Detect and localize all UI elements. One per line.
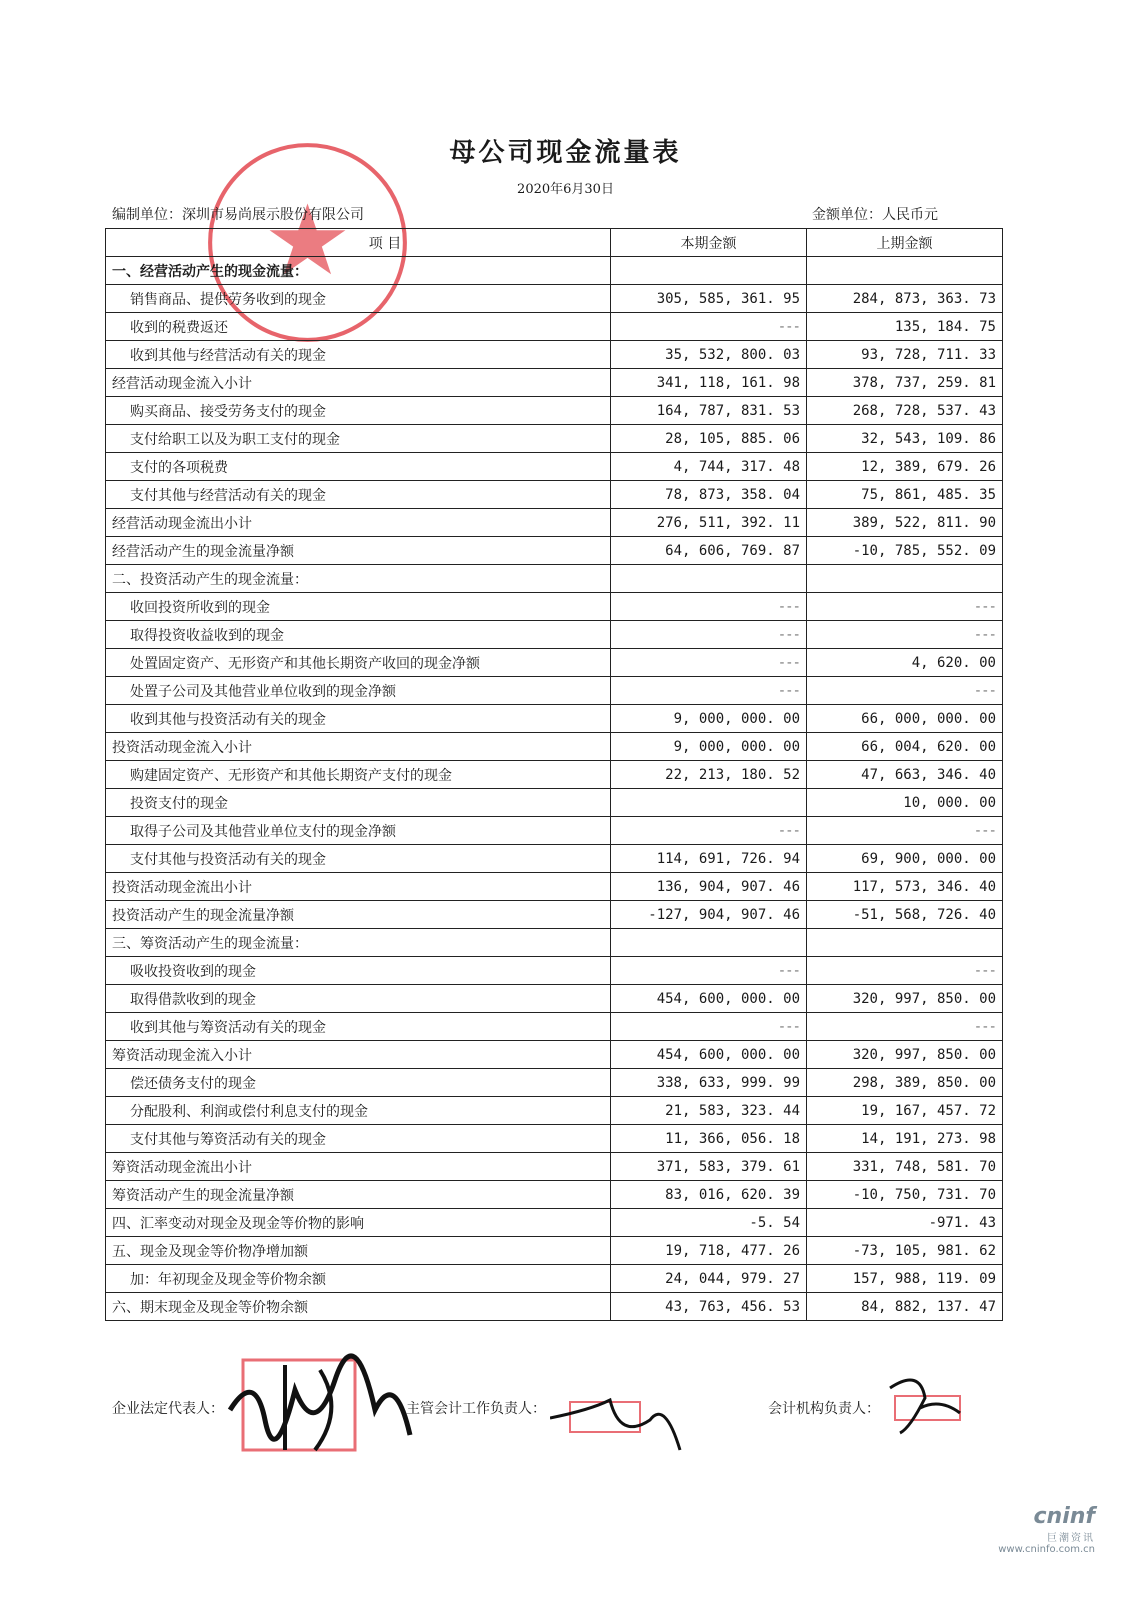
preparer: 编制单位：深圳市易尚展示股份有限公司 xyxy=(112,207,364,223)
row-label: 收到其他与经营活动有关的现金 xyxy=(106,341,611,369)
current-amount: 19, 718, 477. 26 xyxy=(611,1237,807,1265)
prior-amount: --- xyxy=(807,593,1003,621)
row-label: 购建固定资产、无形资产和其他长期资产支付的现金 xyxy=(106,761,611,789)
prior-amount: 32, 543, 109. 86 xyxy=(807,425,1003,453)
row-label: 筹资活动现金流入小计 xyxy=(106,1041,611,1069)
prior-amount: 331, 748, 581. 70 xyxy=(807,1153,1003,1181)
table-row xyxy=(106,985,1003,1013)
current-amount: --- xyxy=(611,313,807,341)
prior-amount: 93, 728, 711. 33 xyxy=(807,341,1003,369)
row-label: 加：年初现金及现金等价物余额 xyxy=(106,1265,611,1293)
table-row xyxy=(106,957,1003,985)
prior-amount: 157, 988, 119. 09 xyxy=(807,1265,1003,1293)
table-row xyxy=(106,1097,1003,1125)
row-label: 经营活动现金流入小计 xyxy=(106,369,611,397)
table-header-row xyxy=(106,229,1003,257)
row-label: 二、投资活动产生的现金流量： xyxy=(106,565,611,593)
current-amount: --- xyxy=(611,817,807,845)
prior-amount: 135, 184. 75 xyxy=(807,313,1003,341)
table-row xyxy=(106,1181,1003,1209)
current-amount: 164, 787, 831. 53 xyxy=(611,397,807,425)
prior-amount: 47, 663, 346. 40 xyxy=(807,761,1003,789)
table-row xyxy=(106,1209,1003,1237)
row-label: 吸收投资收到的现金 xyxy=(106,957,611,985)
row-label: 支付其他与经营活动有关的现金 xyxy=(106,481,611,509)
table-row xyxy=(106,481,1003,509)
row-label: 投资活动产生的现金流量净额 xyxy=(106,901,611,929)
current-amount: 338, 633, 999. 99 xyxy=(611,1069,807,1097)
row-label: 偿还债务支付的现金 xyxy=(106,1069,611,1097)
prior-amount: -10, 785, 552. 09 xyxy=(807,537,1003,565)
accounting-supervisor-label: 主管会计工作负责人： xyxy=(406,1401,546,1417)
prior-amount: 389, 522, 811. 90 xyxy=(807,509,1003,537)
table-row xyxy=(106,593,1003,621)
footer-url: www.cninfo.com.cn xyxy=(998,1544,1095,1555)
current-amount xyxy=(611,565,807,593)
row-label: 筹资活动现金流出小计 xyxy=(106,1153,611,1181)
prior-amount: 117, 573, 346. 40 xyxy=(807,873,1003,901)
footer-brand-cn: 巨潮资讯 xyxy=(1047,1533,1095,1544)
header-current: 本期金额 xyxy=(611,229,807,257)
current-amount xyxy=(611,257,807,285)
row-label: 五、现金及现金等价物净增加额 xyxy=(106,1237,611,1265)
row-label: 收回投资所收到的现金 xyxy=(106,593,611,621)
current-amount: 341, 118, 161. 98 xyxy=(611,369,807,397)
table-row xyxy=(106,1013,1003,1041)
current-amount: 64, 606, 769. 87 xyxy=(611,537,807,565)
row-label: 取得借款收到的现金 xyxy=(106,985,611,1013)
row-label: 投资活动现金流出小计 xyxy=(106,873,611,901)
table-row xyxy=(106,929,1003,957)
current-amount: 136, 904, 907. 46 xyxy=(611,873,807,901)
current-amount: 24, 044, 979. 27 xyxy=(611,1265,807,1293)
prior-amount: 84, 882, 137. 47 xyxy=(807,1293,1003,1321)
table-row xyxy=(106,537,1003,565)
row-label: 筹资活动产生的现金流量净额 xyxy=(106,1181,611,1209)
current-amount: 9, 000, 000. 00 xyxy=(611,705,807,733)
current-amount: 4, 744, 317. 48 xyxy=(611,453,807,481)
prior-amount: -51, 568, 726. 40 xyxy=(807,901,1003,929)
table-row xyxy=(106,873,1003,901)
accounting-head-signature xyxy=(880,1368,970,1438)
row-label: 取得投资收益收到的现金 xyxy=(106,621,611,649)
prior-amount: 284, 873, 363. 73 xyxy=(807,285,1003,313)
table-row xyxy=(106,677,1003,705)
row-label: 处置固定资产、无形资产和其他长期资产收回的现金净额 xyxy=(106,649,611,677)
row-label: 分配股利、利润或偿付利息支付的现金 xyxy=(106,1097,611,1125)
table-row xyxy=(106,901,1003,929)
row-label: 四、汇率变动对现金及现金等价物的影响 xyxy=(106,1209,611,1237)
current-amount: 371, 583, 379. 61 xyxy=(611,1153,807,1181)
table-row xyxy=(106,1069,1003,1097)
current-amount: 22, 213, 180. 52 xyxy=(611,761,807,789)
row-label: 经营活动现金流出小计 xyxy=(106,509,611,537)
current-amount: 35, 532, 800. 03 xyxy=(611,341,807,369)
current-amount: --- xyxy=(611,1013,807,1041)
table-row xyxy=(106,313,1003,341)
current-amount: --- xyxy=(611,621,807,649)
table-row xyxy=(106,565,1003,593)
table-row xyxy=(106,1293,1003,1321)
table-row xyxy=(106,453,1003,481)
current-amount: 305, 585, 361. 95 xyxy=(611,285,807,313)
table-row xyxy=(106,845,1003,873)
current-amount: 78, 873, 358. 04 xyxy=(611,481,807,509)
current-amount: -127, 904, 907. 46 xyxy=(611,901,807,929)
table-row xyxy=(106,341,1003,369)
prior-amount xyxy=(807,257,1003,285)
current-amount: 11, 366, 056. 18 xyxy=(611,1125,807,1153)
table-row xyxy=(106,789,1003,817)
prior-amount: 66, 004, 620. 00 xyxy=(807,733,1003,761)
prior-amount: -971. 43 xyxy=(807,1209,1003,1237)
row-label: 投资活动现金流入小计 xyxy=(106,733,611,761)
page-title: 母公司现金流量表 xyxy=(449,138,682,168)
table-row xyxy=(106,817,1003,845)
table-body xyxy=(106,257,1003,1321)
current-amount: --- xyxy=(611,593,807,621)
table-row xyxy=(106,1237,1003,1265)
table-row xyxy=(106,1041,1003,1069)
current-amount: 276, 511, 392. 11 xyxy=(611,509,807,537)
currency-unit: 金额单位：人民币元 xyxy=(812,207,938,223)
table-row xyxy=(106,369,1003,397)
row-label: 销售商品、提供劳务收到的现金 xyxy=(106,285,611,313)
footer-brand: cninf xyxy=(1033,1504,1095,1529)
row-label: 取得子公司及其他营业单位支付的现金净额 xyxy=(106,817,611,845)
prior-amount: 10, 000. 00 xyxy=(807,789,1003,817)
current-amount xyxy=(611,929,807,957)
prior-amount: 378, 737, 259. 81 xyxy=(807,369,1003,397)
current-amount: 454, 600, 000. 00 xyxy=(611,985,807,1013)
row-label: 一、经营活动产生的现金流量： xyxy=(106,257,611,285)
prior-amount: --- xyxy=(807,817,1003,845)
current-amount xyxy=(611,789,807,817)
prior-amount: 19, 167, 457. 72 xyxy=(807,1097,1003,1125)
row-label: 六、期末现金及现金等价物余额 xyxy=(106,1293,611,1321)
table-row xyxy=(106,397,1003,425)
table-row xyxy=(106,761,1003,789)
table-row xyxy=(106,285,1003,313)
row-label: 支付的各项税费 xyxy=(106,453,611,481)
report-date: 2020年6月30日 xyxy=(517,182,614,197)
current-amount: -5. 54 xyxy=(611,1209,807,1237)
row-label: 收到其他与筹资活动有关的现金 xyxy=(106,1013,611,1041)
row-label: 收到其他与投资活动有关的现金 xyxy=(106,705,611,733)
prior-amount: 69, 900, 000. 00 xyxy=(807,845,1003,873)
current-amount: --- xyxy=(611,957,807,985)
prior-amount xyxy=(807,929,1003,957)
current-amount: 21, 583, 323. 44 xyxy=(611,1097,807,1125)
current-amount: 454, 600, 000. 00 xyxy=(611,1041,807,1069)
row-label: 处置子公司及其他营业单位收到的现金净额 xyxy=(106,677,611,705)
cninfo-logo xyxy=(998,1504,1095,1555)
current-amount: 43, 763, 456. 53 xyxy=(611,1293,807,1321)
cash-flow-table xyxy=(105,228,1003,1321)
current-amount: --- xyxy=(611,677,807,705)
table-row xyxy=(106,621,1003,649)
current-amount: 28, 105, 885. 06 xyxy=(611,425,807,453)
table-row xyxy=(106,509,1003,537)
supervisor-signature xyxy=(550,1380,690,1460)
table-row xyxy=(106,1125,1003,1153)
accounting-head-label: 会计机构负责人： xyxy=(768,1401,880,1417)
prior-amount: --- xyxy=(807,621,1003,649)
row-label: 购买商品、接受劳务支付的现金 xyxy=(106,397,611,425)
legal-rep-label: 企业法定代表人： xyxy=(112,1401,224,1417)
current-amount: 83, 016, 620. 39 xyxy=(611,1181,807,1209)
table-row xyxy=(106,705,1003,733)
prior-amount: 14, 191, 273. 98 xyxy=(807,1125,1003,1153)
row-label: 支付其他与投资活动有关的现金 xyxy=(106,845,611,873)
current-amount: 9, 000, 000. 00 xyxy=(611,733,807,761)
table-row xyxy=(106,733,1003,761)
prior-amount: 320, 997, 850. 00 xyxy=(807,985,1003,1013)
prior-amount: 66, 000, 000. 00 xyxy=(807,705,1003,733)
prior-amount: 12, 389, 679. 26 xyxy=(807,453,1003,481)
legal-rep-signature xyxy=(225,1350,415,1460)
table-row xyxy=(106,649,1003,677)
prior-amount: -10, 750, 731. 70 xyxy=(807,1181,1003,1209)
prior-amount: 4, 620. 00 xyxy=(807,649,1003,677)
row-label: 三、筹资活动产生的现金流量： xyxy=(106,929,611,957)
table-row xyxy=(106,1265,1003,1293)
table-row xyxy=(106,1153,1003,1181)
prior-amount: --- xyxy=(807,1013,1003,1041)
row-label: 支付给职工以及为职工支付的现金 xyxy=(106,425,611,453)
row-label: 收到的税费返还 xyxy=(106,313,611,341)
table-row xyxy=(106,425,1003,453)
prior-amount: 298, 389, 850. 00 xyxy=(807,1069,1003,1097)
current-amount: --- xyxy=(611,649,807,677)
row-label: 支付其他与筹资活动有关的现金 xyxy=(106,1125,611,1153)
row-label: 投资支付的现金 xyxy=(106,789,611,817)
prior-amount: 268, 728, 537. 43 xyxy=(807,397,1003,425)
prior-amount: --- xyxy=(807,957,1003,985)
prior-amount: 75, 861, 485. 35 xyxy=(807,481,1003,509)
row-label: 经营活动产生的现金流量净额 xyxy=(106,537,611,565)
current-amount: 114, 691, 726. 94 xyxy=(611,845,807,873)
header-item: 项 目 xyxy=(106,229,611,257)
prior-amount: --- xyxy=(807,677,1003,705)
table-row xyxy=(106,257,1003,285)
prior-amount: 320, 997, 850. 00 xyxy=(807,1041,1003,1069)
prior-amount: -73, 105, 981. 62 xyxy=(807,1237,1003,1265)
prior-amount xyxy=(807,565,1003,593)
header-prior: 上期金额 xyxy=(807,229,1003,257)
